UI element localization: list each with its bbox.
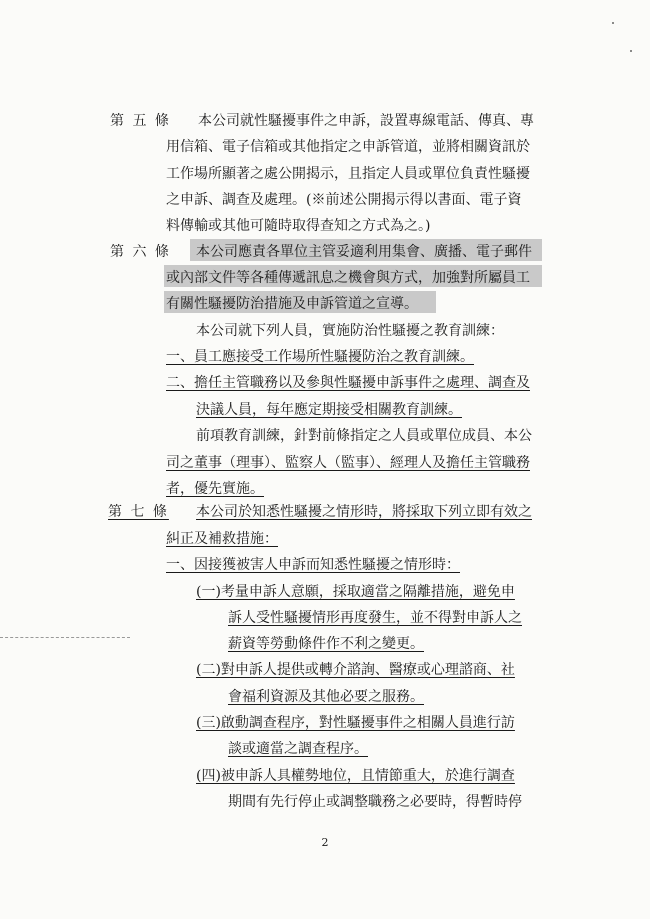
article-7-line-8: 會福利資源及其他必要之服務。 [228,689,424,705]
article-7-line-10: 談或適當之調查程序。 [228,741,368,757]
article-7-line-9: (三)啟動調查程序，對性騷擾事件之相關人員進行訪 [196,715,515,731]
article-6-line-3: 有關性騷擾防治措施及申訴管道之宣導。 [166,296,418,312]
article-7-line-1: 本公司於知悉性騷擾之情形時，將採取下列立即有效之 [196,504,532,520]
scan-speck [630,50,632,52]
article-7-line-2: 糾正及補救措施： [166,531,278,547]
article-6-line-6: 二、擔任主管職務以及參與性騷擾申訴事件之處理、調查及 [166,375,530,391]
article-6-line-4: 本公司就下列人員，實施防治性騷擾之教育訓練： [196,323,504,339]
article-7-line-7: (二)對申訴人提供或轉介諮詢、醫療或心理諮商、社 [196,662,515,678]
article-7-line-6: 薪資等勞動條件作不利之變更。 [228,636,424,652]
scan-speck [612,22,614,24]
article-5-line-5: 料傳輸或其他可隨時取得查知之方式為之。) [166,218,431,234]
article-7-line-12: 期間有先行停止或調整職務之必要時，得暫時停 [228,794,522,810]
article-5-line-3: 工作場所顯著之處公開揭示，且指定人員或單位負責性騷擾 [166,166,530,182]
article-7-line-11: (四)被申訴人具權勢地位，且情節重大，於進行調查 [196,768,515,784]
article-5-line-4: 之申訴、調查及處理。(※前述公開揭示得以書面、電子資 [166,192,522,208]
article-6-line-1: 本公司應責各單位主管妥適利用集會、廣播、電子郵件 [196,244,532,260]
article-5-label: 第 五 條 [110,113,171,129]
article-6-line-5: 一、員工應接受工作場所性騷擾防治之教育訓練。 [166,349,474,365]
article-6-line-7: 決議人員，每年應定期接受相關教育訓練。 [196,402,462,418]
article-6-label: 第 六 條 [110,244,171,260]
article-5-line-2: 用信箱、電子信箱或其他指定之申訴管道，並將相關資訊於 [166,139,530,155]
article-7-line-5: 訴人受性騷擾情形再度發生，並不得對申訴人之 [228,610,522,626]
scan-artifact-line [0,637,130,638]
article-7-line-4: (一)考量申訴人意願，採取適當之隔離措施，避免申 [196,584,515,600]
article-5-line-1: 本公司就性騷擾事件之申訴，設置專線電話、傳真、專 [198,113,534,129]
article-6-line-10: 者，優先實施。 [166,481,264,497]
article-6-line-9: 司之董事（理事）、監察人（監事）、經理人及擔任主管職務 [166,455,530,471]
article-6-line-2: 或內部文件等各種傳遞訊息之機會與方式，加強對所屬員工 [166,270,530,286]
article-7-line-3: 一、因接獲被害人申訴而知悉性騷擾之情形時： [166,557,460,573]
page-number: 2 [321,836,329,849]
article-6-line-8: 前項教育訓練，針對前條指定之人員或單位成員、本公 [196,428,532,444]
article-7-label: 第 七 條 [108,504,169,520]
